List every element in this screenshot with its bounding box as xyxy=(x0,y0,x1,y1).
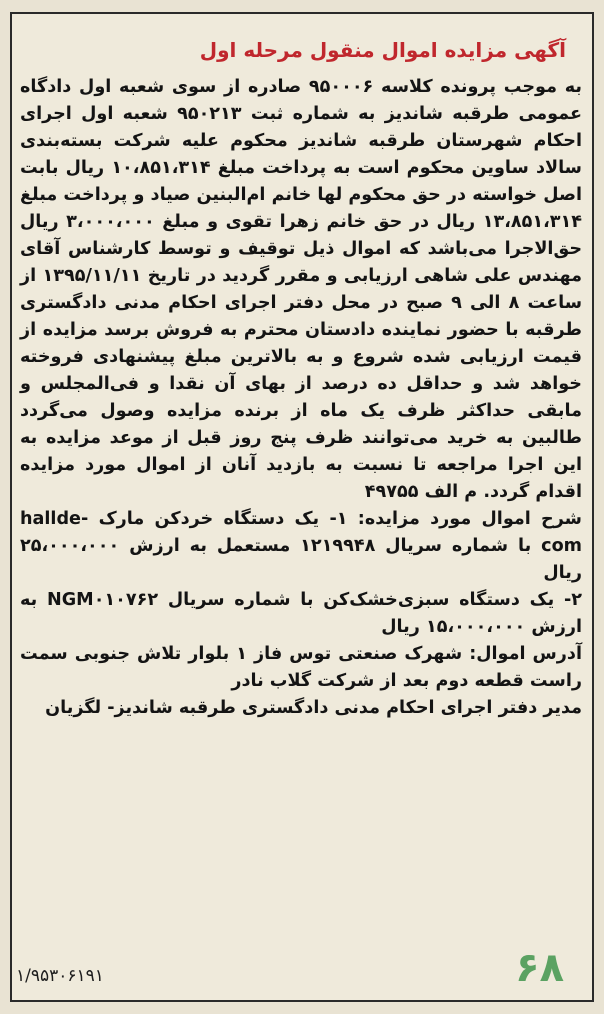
notice-body xyxy=(20,74,582,722)
notice-main-paragraph: به موجب پرونده کلاسه ۹۵۰۰۰۶ صادره از سوی شعبه اول دادگاه عمومی طرقبه شاندیز به شماره ثبت ۹۵۰۲۱۳ شعبه اول اجرای احکام شهرستان طرقبه شاندیز محکوم علیه شرکت بسته‌بندی سالاد ساوین محکوم است به پرداخت مبلغ ۱۰،۸۵۱،۳۱۴ ریال بابت اصل خواسته در حق محکوم لها خانم ام‌البنین صیاد و پرداخت مبلغ ۱۳،۸۵۱،۳۱۴ ریال در حق خانم زهرا تقوی و مبلغ ۳،۰۰۰،۰۰۰ ریال حق‌الاجرا می‌باشد که اموال ذیل توقیف و توسط کارشناس آقای مهندس علی شاهی ارزیابی و مقرر گردید در تاریخ ۱۳۹۵/۱۱/۱۱ از ساعت ۸ الی ۹ صبح در محل دفتر اجرای احکام مدنی دادگستری طرقبه با حضور نماینده دادستان محترم به فروش برسد مزایده از قیمت ارزیابی شده شروع و به بالاترین مبلغ پیشنهادی فروخته خواهد شد و حداقل ده درصد از بهای آن نقدا و فی‌المجلس و مابقی حداکثر ظرف یک ماه از برنده مزایده وصول می‌گردد طالبین به خرید می‌توانند ظرف پنج روز قبل از موعد مزایده به این اجرا مراجعه تا نسبت به بازدید آنان از اموال مورد مزایده اقدام گردد. م الف ۴۹۷۵۵ xyxy=(20,77,582,502)
signature-line: مدیر دفتر اجرای احکام مدنی دادگستری طرقبه شاندیز- لگزیان xyxy=(45,698,582,718)
items-description: شرح اموال مورد مزایده: ۱- یک دستگاه خردکن مارک hallde-com با شماره سریال ۱۲۱۹۹۴۸ مستعمل به ارزش ۲۵،۰۰۰،۰۰۰ ریال xyxy=(20,509,582,583)
notice-code: ۱/۹۵۳۰۶۱۹۱ xyxy=(16,966,104,986)
handwritten-mark: ۶۸ xyxy=(515,945,564,991)
item-two: ۲- یک دستگاه سبزی‌خشک‌کن با شماره سریال NGM۰۱۰۷۶۲ به ارزش ۱۵،۰۰۰،۰۰۰ ریال xyxy=(20,590,583,637)
property-address: آدرس اموال: شهرک صنعتی توس فاز ۱ بلوار تلاش جنوبی سمت راست قطعه دوم بعد از شرکت گلاب نادر xyxy=(20,644,582,691)
notice-title: آگهی مزایده اموال منقول مرحله اول xyxy=(199,38,566,62)
